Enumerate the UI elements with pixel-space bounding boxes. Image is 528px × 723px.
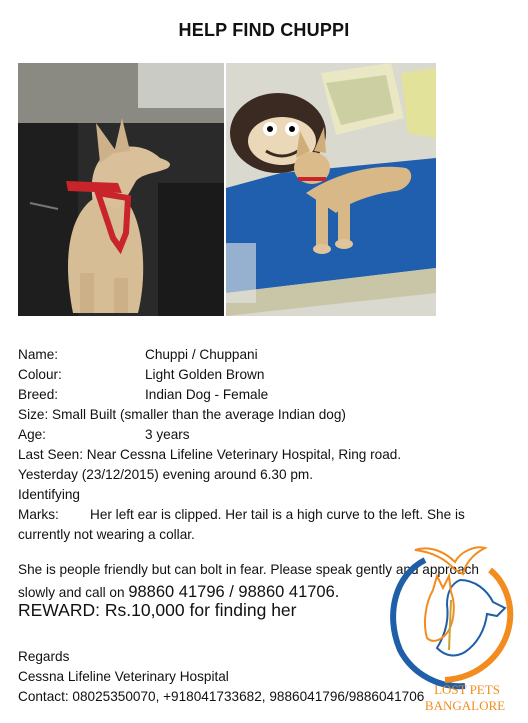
age-value: 3 years xyxy=(145,427,190,442)
note-line-2-start: slowly and call on xyxy=(18,585,129,600)
regards-text: Regards xyxy=(18,649,70,664)
signature-text: Cessna Lifeline Veterinary Hospital xyxy=(18,669,229,684)
logo-line-2: BANGALORE xyxy=(424,698,506,713)
breed-row xyxy=(18,385,269,405)
phone-numbers: 98860 41796 / 98860 41706. xyxy=(128,583,340,601)
size-row: Size: Small Built (smaller than the average Indian dog) xyxy=(18,407,346,422)
logo-line-1: LOST PETS xyxy=(434,682,500,697)
marks-value: Her left ear is clipped. Her tail is a high curve to the left. She is xyxy=(90,507,465,522)
name-label: Name: xyxy=(18,347,59,362)
lost-pets-bangalore-logo xyxy=(385,540,525,718)
colour-value: Light Golden Brown xyxy=(145,367,265,382)
reward-text: REWARD: Rs.10,000 for finding her xyxy=(18,600,297,620)
age-label: Age: xyxy=(18,427,46,442)
colour-row xyxy=(18,365,265,385)
breed-value: Indian Dog - Female xyxy=(145,387,269,402)
dog-photo-sofa xyxy=(226,63,436,316)
age-row xyxy=(18,425,190,445)
last-seen-row: Last Seen: Near Cessna Lifeline Veterinary Hospital, Ring road. xyxy=(18,447,402,462)
colour-label: Colour: xyxy=(18,367,62,382)
note-line-1: She is people friendly but can bolt in fear. Please speak gently and approach xyxy=(18,562,479,577)
breed-label: Breed: xyxy=(18,387,59,402)
name-value: Chuppi / Chuppani xyxy=(145,347,258,362)
yesterday-row: Yesterday (23/12/2015) evening around 6.30 pm. xyxy=(18,467,313,482)
marks-label: Marks: xyxy=(18,507,59,522)
marks-row xyxy=(18,505,465,525)
dog-photo-car xyxy=(18,63,224,316)
identifying-label: Identifying xyxy=(18,487,80,502)
poster-title: HELP FIND CHUPPI xyxy=(178,20,350,40)
contact-text: Contact: 08025350070, +918041733682, 9886041796/9886041706 xyxy=(18,689,425,704)
marks-value-2: currently not wearing a collar. xyxy=(18,527,195,542)
name-row xyxy=(18,345,258,365)
